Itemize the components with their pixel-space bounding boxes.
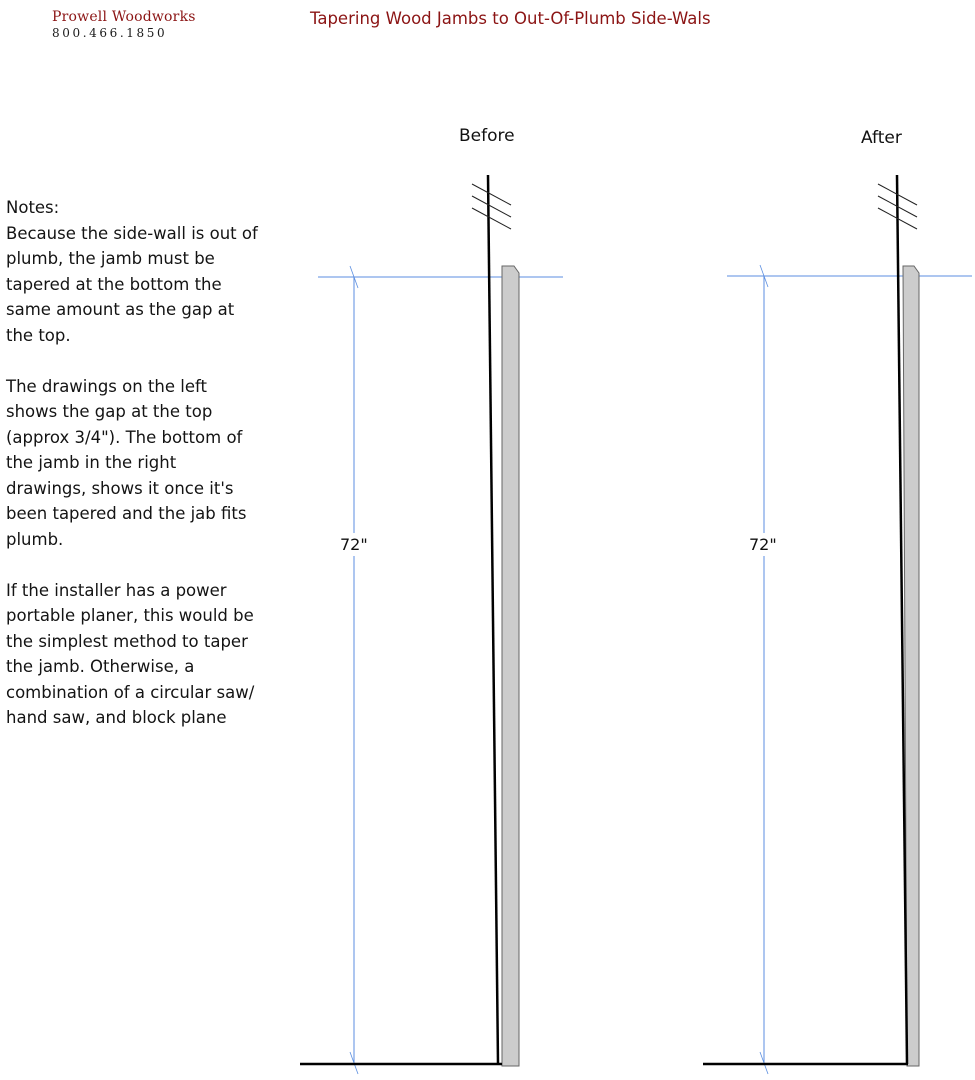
notes-heading: Notes: (6, 198, 60, 217)
before-jamb (502, 266, 519, 1066)
notes-paragraph: Because the side-wall is out of plumb, the jamb must be tapered at the bottom the same amount as the gap at the top. (6, 223, 258, 345)
before-label: Before (459, 126, 515, 146)
after-label: After (861, 128, 902, 148)
brand-phone: 800.466.1850 (52, 26, 168, 40)
before-dimension-label: 72" (336, 533, 372, 556)
before-break-mark (472, 208, 511, 229)
brand-name: Prowell Woodworks (52, 9, 196, 25)
before-break-mark (472, 196, 511, 217)
page-title: Tapering Wood Jambs to Out-Of-Plumb Side-Wals (310, 9, 711, 28)
after-dimension-label: 72" (745, 533, 781, 556)
notes-paragraph: The drawings on the left shows the gap at the top (approx 3/4"). The bottom of the jamb in the right drawings, shows it once it's been tapered and the jab fits plumb. (6, 376, 247, 549)
after-drawing (703, 175, 972, 1074)
notes-paragraph: If the installer has a power portable planer, this would be the simplest method to taper the jamb. Otherwise, a combination of a circular saw/ hand saw, and block plane (6, 580, 255, 727)
before-break-mark (472, 184, 511, 205)
before-side-wall (488, 175, 498, 1064)
before-drawing (300, 175, 563, 1074)
